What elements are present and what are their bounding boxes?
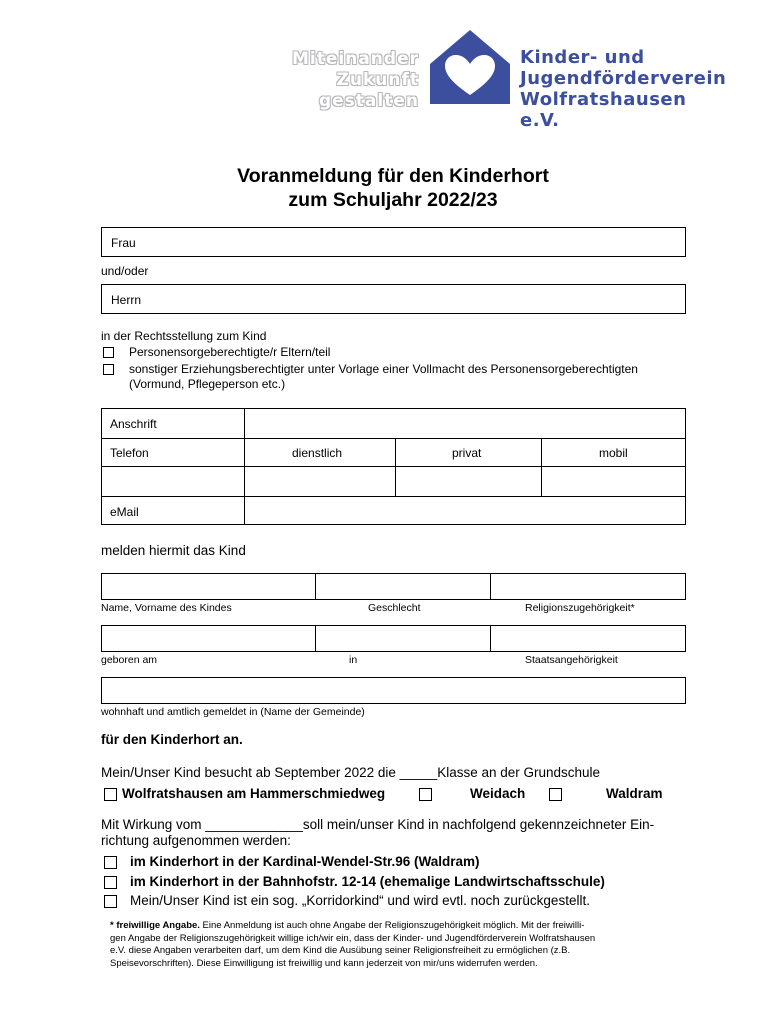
child-residence-label: wohnhaft und amtlich gemeldet in (Name der Gemeinde) xyxy=(101,706,365,718)
choice1-checkbox[interactable] xyxy=(104,856,117,869)
footnote-bold: * freiwillige Angabe. xyxy=(110,920,200,931)
school2-label: Weidach xyxy=(470,786,526,801)
slogan-line-2: Zukunft xyxy=(336,70,419,90)
footnote-text-1: Eine Anmeldung ist auch ohne Angabe der Religionszugehörigkeit möglich. Mit der freiwilli- xyxy=(199,920,585,931)
herrn-field[interactable] xyxy=(101,284,686,314)
email-input[interactable] xyxy=(245,497,685,524)
child-religion-input[interactable] xyxy=(491,574,685,599)
herrn-label: Herrn xyxy=(111,293,142,307)
school1-label: Wolfratshausen am Hammerschmiedweg xyxy=(122,786,386,801)
child-row-1 xyxy=(101,573,686,600)
child-row-2 xyxy=(101,625,686,652)
email-label: eMail xyxy=(110,505,139,519)
frau-label: Frau xyxy=(111,236,136,250)
address-label: Anschrift xyxy=(110,417,157,431)
school1-checkbox[interactable] xyxy=(104,788,117,801)
phone-business-label: dienstlich xyxy=(292,446,343,460)
org-line-1: Kinder- und xyxy=(520,47,645,68)
footnote xyxy=(110,920,700,970)
choice3-checkbox[interactable] xyxy=(104,895,117,908)
child-gender-input[interactable] xyxy=(316,574,490,599)
org-line-3: Wolfratshausen e.V. xyxy=(520,89,687,131)
choice3-label: Mein/Unser Kind ist ein sog. „Korridorkind“ und wird evtl. noch zurückgestellt. xyxy=(130,893,590,908)
child-residence-input[interactable] xyxy=(101,677,686,704)
title-line-1: Voranmeldung für den Kinderhort xyxy=(237,165,549,187)
house-heart-icon xyxy=(428,28,512,106)
phone-private-label: privat xyxy=(452,446,482,460)
address-input[interactable] xyxy=(245,409,685,438)
phone-label: Telefon xyxy=(110,446,149,460)
child-intro: melden hiermit das Kind xyxy=(101,543,246,558)
effective-line-1: Mit Wirkung vom _____________soll mein/unser Kind in nachfolgend gekennzeichneter Ein- xyxy=(101,817,655,832)
title-line-2: zum Schuljahr 2022/23 xyxy=(288,189,498,211)
option1-label: Personensorgeberechtigte/r Eltern/teil xyxy=(129,345,331,359)
school3-checkbox[interactable] xyxy=(549,788,562,801)
frau-field[interactable] xyxy=(101,227,686,257)
choice2-label: im Kinderhort in der Bahnhofstr. 12-14 (ehemalige Landwirtschaftsschule) xyxy=(130,874,605,889)
child-birthdate-input[interactable] xyxy=(102,626,315,651)
child-gender-label: Geschlecht xyxy=(368,602,421,614)
phone-mobile-label: mobil xyxy=(599,446,628,460)
option2-label-1: sonstiger Erziehungsberechtigter unter Vorlage einer Vollmacht des Personensorgeberechtigten xyxy=(129,362,638,376)
logo-slogan xyxy=(285,49,419,112)
child-name-input[interactable] xyxy=(102,574,315,599)
footnote-line-3: e.V. diese Angaben verarbeiten darf, um dem Kind die Ausübung seiner Religionsfreiheit zu ermöglichen (z.B. xyxy=(110,945,571,956)
child-name-label: Name, Vorname des Kindes xyxy=(101,602,232,614)
child-nationality-label: Staatsangehörigkeit xyxy=(525,654,618,666)
option2-label-2: (Vormund, Pflegeperson etc.) xyxy=(129,377,286,391)
effective-line-2: richtung aufgenommen werden: xyxy=(101,833,291,848)
contact-table xyxy=(101,408,686,525)
footnote-line-2: gen Angabe der Religionszugehörigkeit willige ich/wir ein, dass der Kinder- und Jugendförderverein Wolfratshausen xyxy=(110,932,596,944)
choice2-checkbox[interactable] xyxy=(104,876,117,889)
child-in-label: in xyxy=(349,654,358,666)
phone-private-input[interactable] xyxy=(396,467,541,496)
child-birthplace-input[interactable] xyxy=(316,626,490,651)
child-born-label: geboren am xyxy=(101,654,158,666)
footnote-line-1 xyxy=(110,920,700,933)
school2-checkbox[interactable] xyxy=(419,788,432,801)
slogan-line-1: Miteinander xyxy=(292,49,419,69)
legal-status-label: in der Rechtsstellung zum Kind xyxy=(101,329,267,343)
slogan-line-3: gestalten xyxy=(318,91,419,111)
and-or-label: und/oder xyxy=(101,264,149,278)
footnote-line-4: Speisevorschriften). Diese Einwilligung ist freiwillig und kann jederzeit von mir/uns widerrufen werden. xyxy=(110,957,538,969)
choice1-label: im Kinderhort in der Kardinal-Wendel-Str.96 (Waldram) xyxy=(130,854,480,869)
phone-business-input[interactable] xyxy=(245,467,395,496)
page-title xyxy=(100,164,686,212)
school-sentence: Mein/Unser Kind besucht ab September 2022 die _____Klasse an der Grundschule xyxy=(101,765,601,780)
hort-for-label: für den Kinderhort an. xyxy=(101,732,243,747)
school3-label: Waldram xyxy=(606,786,663,801)
child-nationality-input[interactable] xyxy=(491,626,685,651)
child-religion-label: Religionszugehörigkeit* xyxy=(525,602,635,614)
phone-mobile-input[interactable] xyxy=(542,467,685,496)
logo-org-name xyxy=(520,47,727,131)
option1-checkbox[interactable] xyxy=(103,347,114,358)
org-line-2: Jugendförderverein xyxy=(520,68,727,89)
option2-checkbox[interactable] xyxy=(103,364,114,375)
